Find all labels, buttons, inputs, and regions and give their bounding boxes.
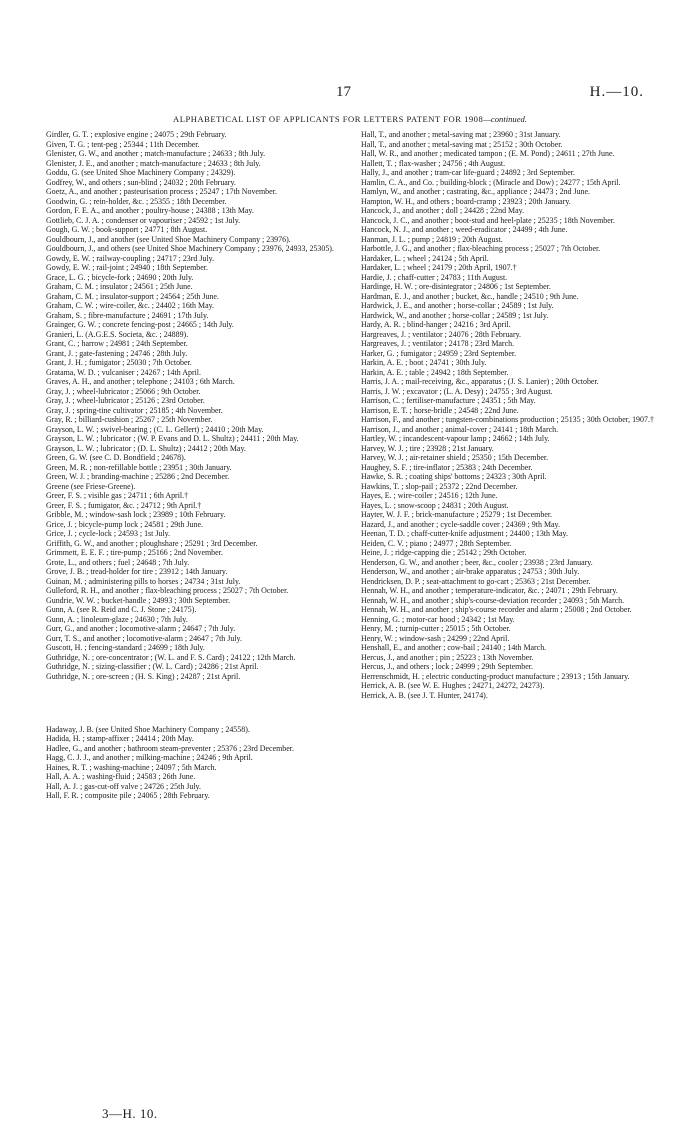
applicant-entry: Hardwick, W., and another ; horse-collar ; 24589 ; 1st July. — [361, 310, 549, 320]
applicant-entry: Hamlyn, W., and another ; castrating, &c., appliance ; 24473 ; 2nd June. — [361, 187, 591, 196]
applicant-entry: Gottlieb, C. J. A. ; condenser or vapouriser ; 24592 ; 1st July. — [46, 215, 241, 225]
applicant-entry: Herrick, A. B. (see W. E. Hughes ; 24271, 24272, 24273). — [361, 681, 545, 690]
applicant-entry: Given, T. G. ; tent-peg ; 25344 ; 11th December. — [46, 139, 200, 149]
applicant-entry: Hadaway, J. B. (see United Shoe Machinery Company ; 24558). — [46, 724, 250, 734]
applicant-entry: Gouldbourn, J., and others (see United Shoe Machinery Company ; 23976, 24933, 25305). — [46, 244, 334, 253]
applicant-entry: Guthridge, N. ; sizing-classifier ; (W. L. Card) ; 24286 ; 21st April. — [46, 662, 259, 671]
applicant-entry: Grant, J. ; gate-fastening ; 24746 ; 28th July. — [46, 348, 188, 358]
applicant-entry: Griffith, G. W., and another ; ploughshare ; 25291 ; 3rd December. — [46, 538, 258, 548]
applicant-entry: Grimmett, E. E. F. ; tire-pump ; 25166 ; 2nd November. — [46, 548, 223, 557]
applicant-entry: Greer, F. S. ; fumigator, &c. ; 24712 ; 9th April.† — [46, 500, 202, 510]
applicant-entry: Gurr, T. S., and another ; locomotive-alarm ; 24647 ; 7th July. — [46, 633, 242, 643]
applicant-entry: Graham, C. M. ; insulator ; 24561 ; 25th June. — [46, 282, 193, 291]
applicant-entry: Hardwick, J. E., and another ; horse-collar ; 24589 ; 1st July. — [361, 301, 554, 310]
heading-title: ALPHABETICAL LIST OF APPLICANTS FOR LETTERS PATENT FOR 1908 — [173, 114, 484, 124]
applicant-entry: Gunn, A. (see R. Reid and C. J. Stone ; 24175). — [46, 605, 197, 614]
applicant-entry: Hardie, J. ; chaff-cutter ; 24783 ; 11th August. — [361, 272, 508, 282]
applicant-entry: Hendricksen, D. P. ; seat-attachment to go-cart ; 25363 ; 21st December. — [361, 576, 591, 586]
applicant-entry: Heenan, T. D. ; chaff-cutter-knife adjustment ; 24400 ; 13th May. — [361, 529, 568, 538]
applicant-entry: Grant, C. ; harrow ; 24981 ; 24th September. — [46, 339, 188, 348]
applicant-entry: Henderson, G. W., and another ; beer, &c., cooler ; 23938 ; 23rd January. — [361, 557, 593, 567]
applicant-entry: Gunn, A. ; linoleum-glaze ; 24630 ; 7th July. — [46, 614, 188, 624]
applicant-entry: Harris, J. A. ; mail-receiving, &c., apparatus ; (J. S. Lanier) ; 20th October. — [361, 377, 599, 386]
applicant-entry: Graham, C. W. ; wire-coiler, &c. ; 24402 ; 16th May. — [46, 301, 215, 310]
left-column — [46, 130, 351, 801]
applicant-entry: Greene (see Friese-Greene). — [46, 481, 136, 491]
applicant-entry: Henning, G. ; motor-car hood ; 24342 ; 1st May. — [361, 614, 515, 624]
applicant-entry: Hall, T., and another ; metal-saving mat ; 23960 ; 31st January. — [361, 130, 561, 139]
applicant-entry: Grainger, G. W. ; concrete fencing-post ; 24665 ; 14th July. — [46, 320, 234, 329]
applicant-entry: Gurr, G., and another ; locomotive-alarm ; 24647 ; 7th July. — [46, 624, 236, 633]
applicant-entry: Hargreaves, J. ; ventilator ; 24178 ; 23rd March. — [361, 339, 515, 348]
applicant-entry: Hawke, S. R. ; coating ships' bottoms ; 24323 ; 30th April. — [361, 472, 547, 481]
applicant-entry: Hercus, J., and another ; pin ; 25223 ; 13th November. — [361, 652, 534, 662]
applicant-entry: Granieri, L. (A.G.E.S. Societa, &c. ; 24889). — [46, 329, 189, 339]
applicant-entry: Hagg, C. J. J., and another ; milking-machine ; 24246 ; 9th April. — [46, 753, 253, 763]
applicant-entry: Harvey, W. J. ; tire ; 23928 ; 21st January. — [361, 443, 494, 453]
applicant-entry: Grant, J. H. ; fumigator ; 25030 ; 7th October. — [46, 358, 192, 367]
applicant-entry: Harbottle, J. G., and another ; flax-bleaching process ; 25027 ; 7th October. — [361, 244, 601, 253]
applicant-entry: Godfrey, W., and others ; sun-blind ; 24032 ; 20th February. — [46, 177, 236, 187]
applicant-entry: Graham, S. ; fibre-manufacture ; 24691 ; 17th July. — [46, 310, 209, 320]
applicant-entry: Guthridge, N. ; ore-concentrator ; (W. L. and F. S. Card) ; 24122 ; 12th March. — [46, 652, 296, 662]
applicant-entry: Green, W. J. ; branding-machine ; 25286 ; 2nd December. — [46, 472, 230, 481]
applicant-entry: Harkin, A. E. ; boot ; 24741 ; 30th July. — [361, 358, 487, 367]
applicant-entry: Hamlin, C. A., and Co. ; building-block ; (Miracle and Dow) ; 24277 ; 15th April. — [361, 177, 621, 187]
applicant-entry: Heine, J. ; ridge-capping die ; 25142 ; 29th October. — [361, 548, 527, 557]
applicant-entry: Hartley, W. ; incandescent-vapour lamp ; 24662 ; 14th July. — [361, 434, 550, 443]
applicant-entry: Hayter, W. J. F. ; brick-manufacture ; 25279 ; 1st December. — [361, 510, 553, 519]
applicant-entry: Harrison, E. T. ; horse-bridle ; 24548 ; 22nd June. — [361, 405, 519, 415]
applicant-entry: Harris, J. W. ; excavator ; (L. A. Desy) ; 24755 ; 3rd August. — [361, 386, 553, 396]
applicant-entry: Green, M. R. ; non-refillable bottle ; 23951 ; 30th January. — [46, 462, 232, 472]
applicant-entry: Hally, J., and another ; tram-car life-guard ; 24892 ; 3rd September. — [361, 168, 575, 177]
applicant-entry: Gulleford, R. H., and another ; flax-bleaching process ; 25027 ; 7th October. — [46, 586, 289, 595]
applicant-entry: Grote, L., and others ; fuel ; 24648 ; 7th July. — [46, 557, 190, 567]
applicant-entry: Greer, F. S. ; visible gas ; 24711 ; 6th April.† — [46, 491, 189, 500]
applicant-entry: Hargreaves, J. ; ventilator ; 24076 ; 28th February. — [361, 329, 522, 339]
applicant-entry: Hadida, H. ; stamp-affixer ; 24414 ; 20th May. — [46, 734, 194, 744]
applicant-entry: Gowdy, E. W. ; rail-joint ; 24940 ; 18th September. — [46, 263, 208, 272]
applicant-entry: Haughey, S. F. ; tire-inflator ; 25383 ; 24th December. — [361, 462, 533, 472]
applicant-entry: Hennah, W. H., and another ; ship's-course-deviation recorder ; 24093 ; 5th March. — [361, 595, 625, 605]
applicant-entry: Glenister, G. W., and another ; match-manufacture ; 24633 ; 8th July. — [46, 149, 266, 158]
applicant-entry: Hardaker, L. ; wheel ; 24179 ; 20th April, 1907.† — [361, 263, 517, 272]
applicant-entry: Hancock, J. C., and another ; boot-stud and heel-plate ; 25235 ; 18th November. — [361, 215, 615, 225]
applicant-entry: Hercus, J., and others ; lock ; 24999 ; 29th September. — [361, 662, 533, 671]
applicant-entry: Hardinge, H. W. ; ore-disintegrator ; 24806 ; 1st September. — [361, 282, 551, 291]
applicant-entry: Grayson, L. W. ; swivel-bearing ; (C. L. Gellert) ; 24410 ; 20th May. — [46, 424, 264, 434]
applicant-entry: Guscott, H. ; fencing-standard ; 24699 ; 18th July. — [46, 643, 205, 652]
applicant-entry: Guthridge, N. ; ore-screen ; (H. S. King) ; 24287 ; 21st April. — [46, 671, 241, 681]
applicant-entry: Harvey, W. J. ; air-retainer shield ; 25350 ; 15th December. — [361, 453, 549, 462]
applicant-entry: Grayson, L. W. ; lubricator ; (W. P. Evans and D. L. Shultz) ; 24411 ; 20th May. — [46, 434, 299, 443]
applicant-entry: Hall, T., and another ; metal-saving mat ; 25152 ; 30th October. — [361, 139, 563, 149]
applicant-entry: Haines, R. T. ; washing-machine ; 24097 ; 5th March. — [46, 762, 217, 772]
page-number: 17 — [336, 84, 351, 100]
applicant-entry: Goetz, A., and another ; pasteurisation process ; 25247 ; 17th November. — [46, 187, 277, 196]
applicant-entry: Grove, J. B. ; tread-holder for tire ; 23912 ; 14th January. — [46, 567, 228, 576]
applicant-entry: Harrison, C. ; fertiliser-manufacture ; 24351 ; 5th May. — [361, 396, 536, 405]
right-column — [361, 130, 666, 700]
applicant-entry: Graves, A. H., and another ; telephone ; 24103 ; 6th March. — [46, 377, 235, 386]
applicant-entry: Henry, M. ; turnip-cutter ; 25015 ; 5th October. — [361, 624, 511, 633]
applicant-entry: Hall, A. J. ; gas-cut-off valve ; 24726 ; 25th July. — [46, 781, 201, 791]
page-footer: 3—H. 10. — [102, 1106, 158, 1121]
applicant-entry: Hayes, L. ; snow-scoop ; 24831 ; 20th August. — [361, 500, 509, 510]
applicant-entry: Gowdy, E. W. ; railway-coupling ; 24717 ; 23rd July. — [46, 253, 215, 263]
applicant-entry: Hancock, J., and another ; doll ; 24428 ; 22nd May. — [361, 206, 525, 215]
applicant-entry: Harker, G. ; fumigator ; 24959 ; 23rd September. — [361, 348, 517, 358]
applicant-entry: Gratama, W. D. ; vulcaniser ; 24267 ; 14th April. — [46, 367, 201, 377]
applicant-entry: Herrenschmidt, H. ; electric conducting-product manufacture ; 23913 ; 15th January. — [361, 671, 630, 681]
applicant-entry: Gray, J. ; wheel-lubricator ; 25126 ; 23rd October. — [46, 396, 205, 405]
applicant-entry: Hall, W. R., and another ; medicated tampon ; (E. M. Pond) ; 24611 ; 27th June. — [361, 149, 615, 158]
applicant-entry: Grayson, L. W. ; lubricator ; (D. L. Shultz) ; 24412 ; 20th May. — [46, 443, 246, 453]
applicant-entry: Guinan, M. ; administering pills to horses ; 24734 ; 31st July. — [46, 576, 241, 586]
applicant-entry: Hayes, E. ; wire-coiler ; 24516 ; 12th June. — [361, 491, 498, 500]
applicant-entry: Goodwin, G. ; rein-holder, &c. ; 25355 ; 18th December. — [46, 196, 227, 206]
applicant-entry: Green, G. W. (see C. D. Bondfield ; 24678). — [46, 453, 186, 462]
applicant-entry: Gray, J. ; spring-tine cultivator ; 25185 ; 4th November. — [46, 405, 223, 415]
applicant-entry: Hall, A. A. ; washing-fluid ; 24583 ; 26th June. — [46, 772, 196, 782]
applicant-entry: Gough, G. W. ; book-support ; 24771 ; 8th August. — [46, 225, 208, 234]
applicant-entry: Hawkins, T. ; slop-pail ; 25372 ; 22nd December. — [361, 481, 518, 491]
page-reference: H.—10. — [589, 84, 644, 100]
applicant-entry: Gundrie, W. W. ; bucket-handle ; 24993 ; 30th September. — [46, 595, 231, 605]
applicant-entry: Grace, L. G. ; bicycle-fork ; 24690 ; 20th July. — [46, 272, 194, 282]
applicant-entry: Gouldbourn, J., and another (see United Shoe Machinery Company ; 23976). — [46, 234, 291, 244]
applicant-entry: Hennah, W. H., and another ; temperature-indicator, &c. ; 24071 ; 29th February. — [361, 586, 618, 595]
applicant-entry: Gray, R. ; billiard-cushion ; 25267 ; 25th November. — [46, 415, 213, 424]
applicant-entry: Hardaker, L. ; wheel ; 24124 ; 5th April. — [361, 253, 489, 263]
applicant-entry: Heiden, C. V. ; piano ; 24977 ; 28th September. — [361, 538, 512, 548]
applicant-entry: Gordon, F. E. A., and another ; poultry-house ; 24388 ; 13th May. — [46, 206, 254, 215]
applicant-entry: Hardy, A. R. ; blind-hanger ; 24216 ; 3rd April. — [361, 320, 511, 329]
applicant-entry: Gribble, M. ; window-sash lock ; 23989 ; 10th February. — [46, 510, 226, 519]
applicant-entry: Gray, J. ; wheel-lubricator ; 25066 ; 9th October. — [46, 386, 201, 396]
applicant-entry: Hancock, N. J., and another ; weed-eradicator ; 24499 ; 4th June. — [361, 225, 568, 234]
heading-suffix: —continued. — [483, 114, 527, 124]
applicant-entry: Hallett, T. ; flax-washer ; 24756 ; 4th August. — [361, 158, 506, 168]
applicant-entry: Glenister, J. E., and another ; match-manufacture ; 24633 ; 8th July. — [46, 158, 261, 168]
applicant-entry: Harkin, A. E. ; table ; 24942 ; 18th September. — [361, 367, 509, 377]
applicant-entry: Girdler, G. T. ; explosive engine ; 24075 ; 29th February. — [46, 130, 227, 139]
applicant-entry: Hampton, W. H., and others ; board-cramp ; 23923 ; 20th January. — [361, 196, 571, 206]
applicant-entry: Harrison, J., and another ; animal-cover ; 24141 ; 18th March. — [361, 424, 559, 434]
page-heading — [0, 114, 700, 124]
applicant-entry: Grice, J. ; cycle-lock ; 24593 ; 1st July. — [46, 529, 171, 538]
section-gap — [46, 689, 351, 717]
applicant-entry: Goddu, G. (see United Shoe Machinery Company ; 24329). — [46, 168, 236, 177]
applicant-entry: Hall, F. R. ; composite pile ; 24065 ; 28th February. — [46, 791, 210, 801]
applicant-entry: Harrison, F., and another ; tungsten-combinations production ; 25135 ; 30th October, 1907.† — [361, 415, 654, 424]
applicant-entry: Graham, C. M. ; insulator-support ; 24564 ; 25th June. — [46, 291, 219, 301]
applicant-entry: Hanman, J. L. ; pump ; 24819 ; 20th August. — [361, 234, 503, 244]
applicant-entry: Hadlee, G., and another ; bathroom steam-preventer ; 25376 ; 23rd December. — [46, 743, 294, 753]
applicant-entry: Hardman, E. J., and another ; bucket, &c., handle ; 24510 ; 9th June. — [361, 291, 579, 301]
applicant-entry: Hennah, W. H., and another ; ship's-course recorder and alarm ; 25008 ; 2nd October. — [361, 605, 632, 614]
applicant-entry: Henderson, W., and another ; air-brake apparatus ; 24753 ; 30th July. — [361, 567, 580, 576]
applicant-entry: Henry, W. ; window-sash ; 24299 ; 22nd April. — [361, 633, 510, 643]
applicant-entry: Hazard, J., and another ; cycle-saddle cover ; 24369 ; 9th May. — [361, 519, 560, 529]
applicant-entry: Grice, J. ; bicycle-pump lock ; 24581 ; 29th June. — [46, 519, 203, 529]
applicant-entry: Henshall, E., and another ; cow-bail ; 24140 ; 14th March. — [361, 643, 547, 652]
applicant-entry: Herrick, A. B. (see J. T. Hunter, 24174). — [361, 690, 488, 700]
